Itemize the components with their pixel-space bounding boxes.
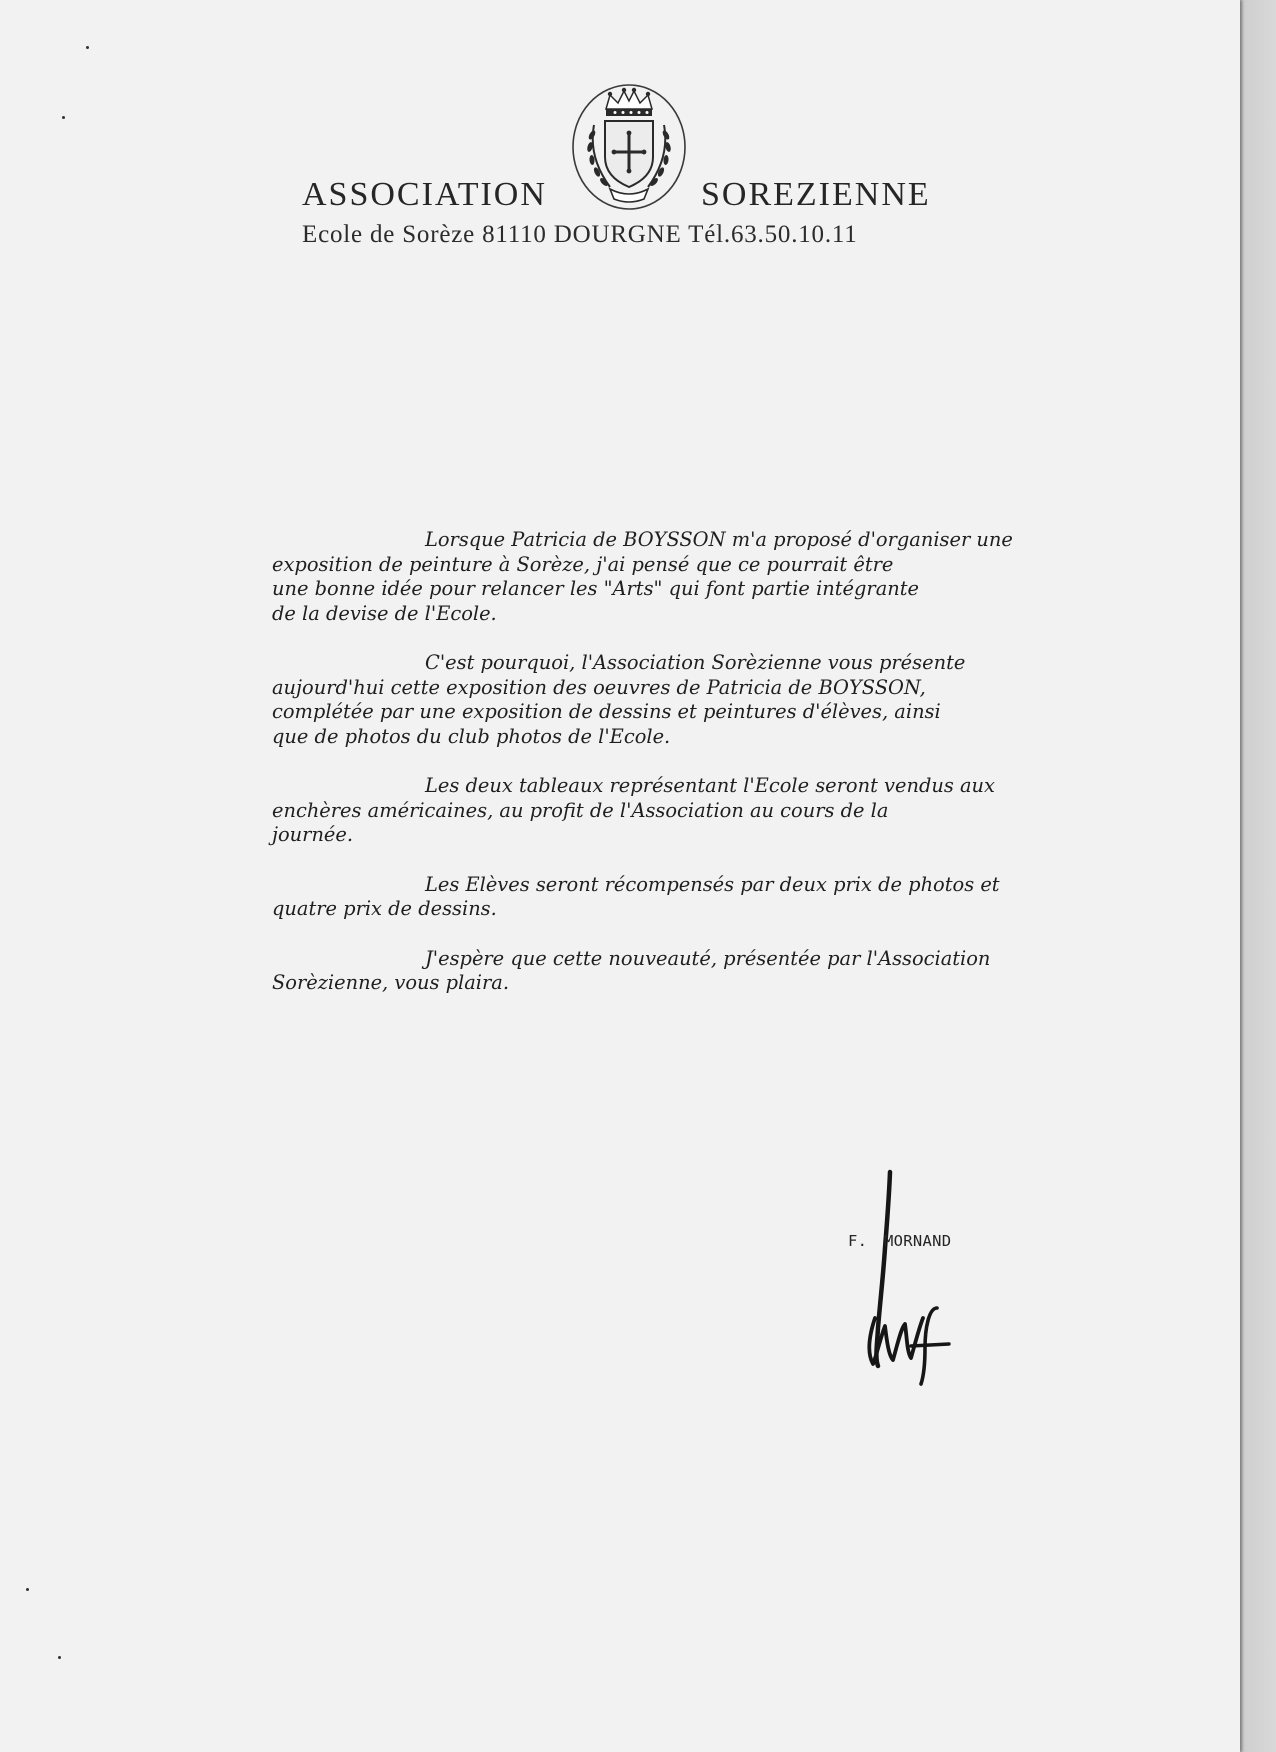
paragraph bbox=[272, 651, 1152, 749]
handwritten-signature bbox=[845, 1168, 955, 1388]
text-line: J'espère que cette nouveauté, présentée par l'Association bbox=[425, 946, 991, 970]
text-line: complétée par une exposition de dessins et peintures d'élèves, ainsi bbox=[272, 700, 941, 723]
text-line: Les Elèves seront récompensés par deux prix de photos et bbox=[425, 872, 1000, 896]
text-line: Sorèzienne, vous plaira. bbox=[272, 971, 509, 994]
text-line: une bonne idée pour relancer les "Arts" qui font partie intégrante bbox=[272, 577, 920, 600]
association-name-left: ASSOCIATION bbox=[302, 176, 547, 213]
paragraph bbox=[272, 947, 1152, 996]
signatory-name bbox=[848, 1232, 951, 1250]
scan-speck bbox=[86, 46, 89, 49]
scan-speck bbox=[26, 1588, 29, 1591]
letter-body bbox=[272, 528, 1152, 1021]
text-line: de la devise de l'Ecole. bbox=[272, 601, 497, 625]
text-line: enchères américaines, au profit de l'Association au cours de la bbox=[272, 798, 889, 822]
paragraph bbox=[272, 774, 1152, 848]
text-line: aujourd'hui cette exposition des oeuvres de Patricia de BOYSSON, bbox=[272, 675, 926, 699]
coat-of-arms-icon bbox=[570, 75, 688, 213]
signatory-surname: MORNAND bbox=[884, 1232, 952, 1250]
paragraph bbox=[272, 528, 1152, 626]
text-line: Les deux tableaux représentant l'Ecole seront vendus aux bbox=[425, 774, 995, 797]
text-line: exposition de peinture à Sorèze, j'ai pensé que ce pourrait être bbox=[272, 552, 894, 576]
text-line: journée. bbox=[272, 823, 354, 846]
text-line: que de photos du club photos de l'Ecole. bbox=[272, 724, 671, 748]
scan-speck bbox=[62, 116, 65, 119]
scan-border bbox=[1240, 0, 1276, 1752]
scan-speck bbox=[58, 1656, 61, 1659]
letterhead-address: Ecole de Sorèze 81110 DOURGNE Tél.63.50.10.11 bbox=[302, 221, 858, 248]
text-line: quatre prix de dessins. bbox=[272, 897, 497, 920]
text-line: C'est pourquoi, l'Association Sorèzienne vous présente bbox=[425, 651, 966, 674]
signatory-initial: F. bbox=[848, 1232, 868, 1250]
text-line: Lorsque Patricia de BOYSSON m'a proposé d'organiser une bbox=[425, 528, 1013, 551]
paragraph bbox=[272, 873, 1152, 922]
association-name-right: SOREZIENNE bbox=[701, 176, 931, 213]
